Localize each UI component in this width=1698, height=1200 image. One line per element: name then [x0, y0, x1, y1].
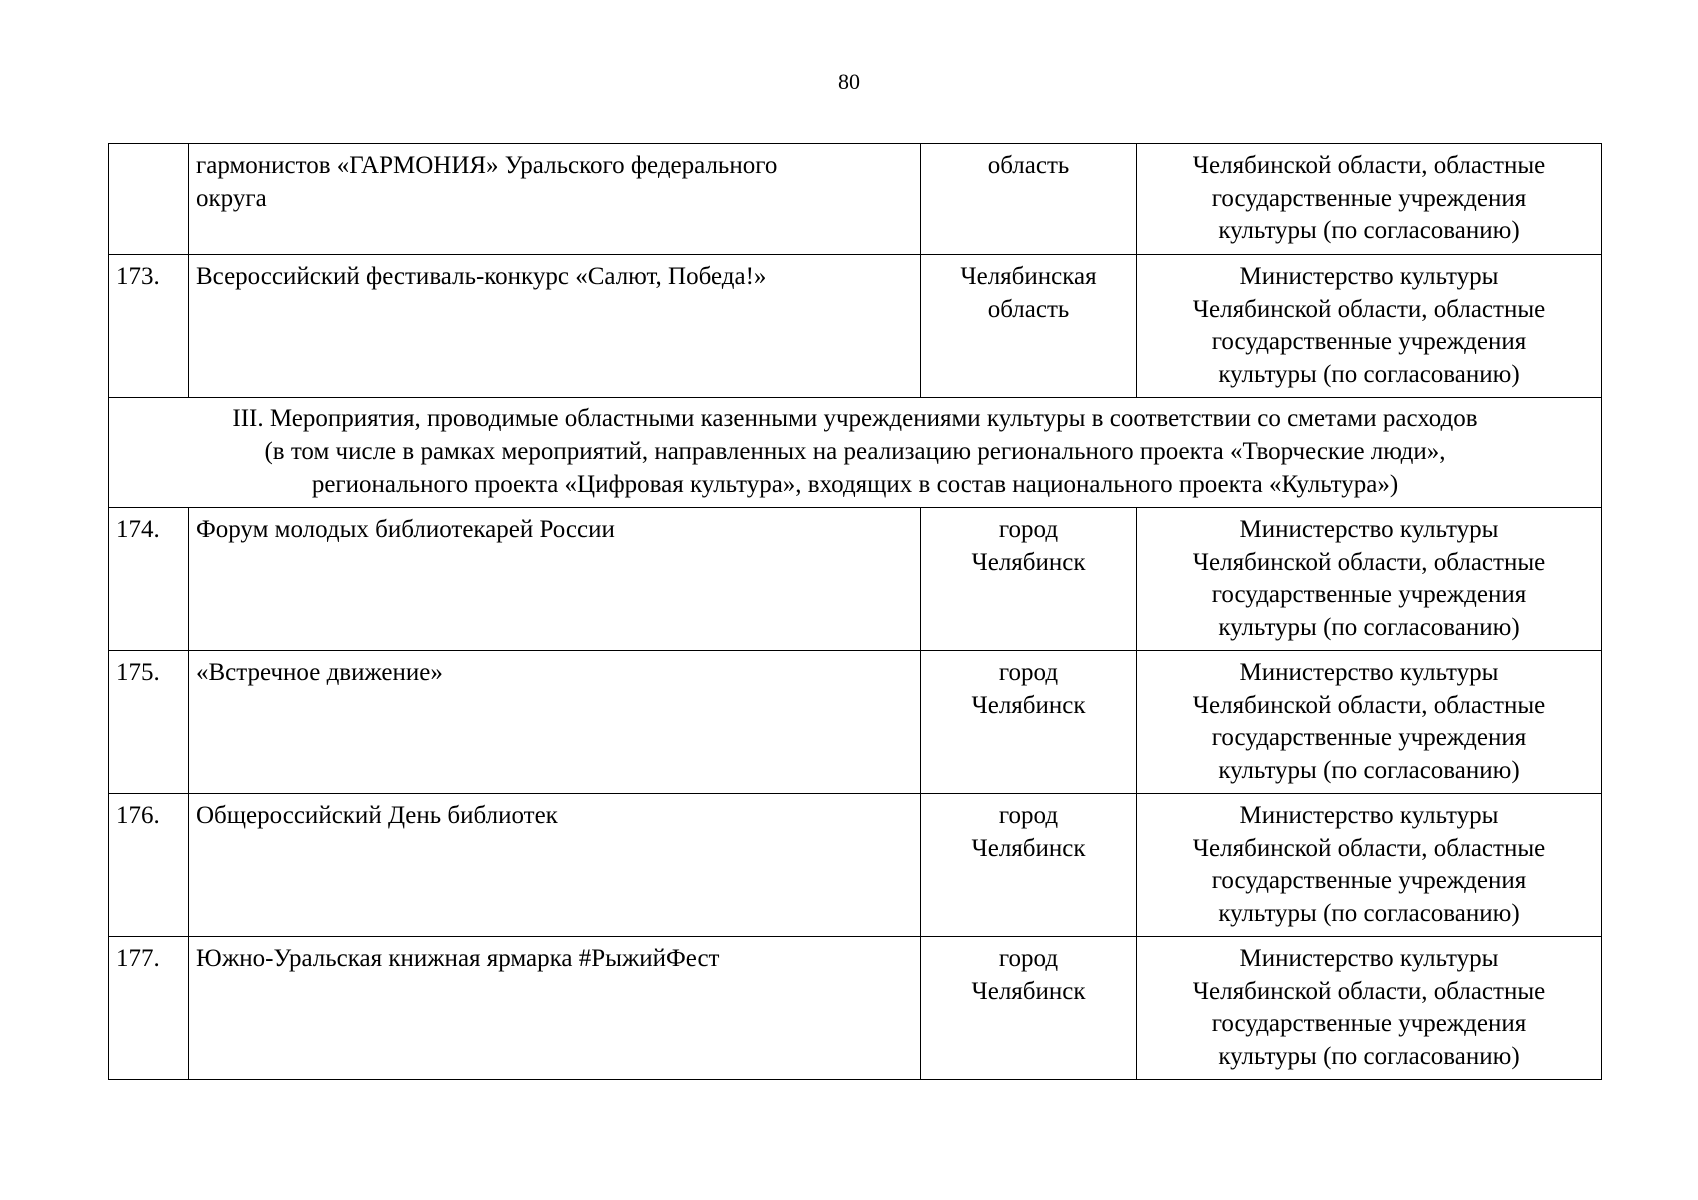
- event-responsible: [1137, 937, 1602, 1080]
- event-place: [921, 651, 1137, 794]
- event-name: [189, 255, 921, 398]
- event-responsible: [1137, 794, 1602, 937]
- row-number: 177.: [109, 937, 189, 1080]
- table-row: [109, 651, 1602, 794]
- responsible-line: культуры (по согласованию): [1218, 757, 1520, 785]
- page-number: 80: [838, 69, 860, 94]
- responsible-line: государственные учреждения: [1211, 328, 1527, 356]
- event-place-line: Челябинск: [971, 977, 1086, 1005]
- event-place-line: область: [987, 295, 1070, 323]
- event-place: [921, 508, 1137, 651]
- table-row: [109, 144, 1602, 255]
- responsible-line: культуры (по согласованию): [1218, 361, 1520, 389]
- row-number: [109, 144, 189, 255]
- responsible-line: Министерство культуры: [1239, 945, 1499, 972]
- responsible-line: государственные учреждения: [1211, 184, 1527, 212]
- responsible-line: государственные учреждения: [1211, 724, 1527, 752]
- event-name-line: округа: [196, 184, 267, 212]
- event-place-line: Челябинск: [971, 834, 1086, 862]
- responsible-line: культуры (по согласованию): [1218, 900, 1520, 928]
- table-row: [109, 794, 1602, 937]
- responsible-line: государственные учреждения: [1211, 1010, 1527, 1038]
- responsible-line: Министерство культуры: [1239, 659, 1499, 686]
- responsible-line: Министерство культуры: [1239, 516, 1499, 543]
- responsible-line: культуры (по согласованию): [1218, 217, 1520, 245]
- event-place-line: Челябинская: [960, 263, 1097, 290]
- event-place-line: город: [998, 659, 1059, 686]
- event-place-line: город: [998, 516, 1059, 543]
- event-name: [189, 651, 921, 794]
- responsible-line: Челябинской области, областные: [1192, 295, 1546, 323]
- event-name: [189, 144, 921, 255]
- responsible-line: культуры (по согласованию): [1218, 1043, 1520, 1071]
- event-name-line: «Встречное движение»: [196, 659, 443, 686]
- row-number: 176.: [109, 794, 189, 937]
- event-name-line: Форум молодых библиотекарей России: [196, 516, 615, 543]
- event-place-line: Челябинск: [971, 691, 1086, 719]
- event-place: [921, 255, 1137, 398]
- responsible-line: Министерство культуры: [1239, 802, 1499, 829]
- responsible-line: Челябинской области, областные: [1192, 977, 1546, 1005]
- event-name: [189, 937, 921, 1080]
- responsible-line: культуры (по согласованию): [1218, 614, 1520, 642]
- table-row: [109, 255, 1602, 398]
- responsible-line: Челябинской области, областные: [1192, 691, 1546, 719]
- event-responsible: [1137, 144, 1602, 255]
- responsible-line: Министерство культуры: [1239, 263, 1499, 290]
- event-responsible: [1137, 651, 1602, 794]
- section-heading-line: (в том числе в рамках мероприятий, направленных на реализацию регионального проекта «Творческие люди»,: [264, 438, 1446, 466]
- events-table: [108, 143, 1602, 1080]
- table-row: [109, 508, 1602, 651]
- responsible-line: государственные учреждения: [1211, 867, 1527, 895]
- row-number: 175.: [109, 651, 189, 794]
- section-heading-line: III. Мероприятия, проводимые областными казенными учреждениями культуры в соответствии со сметами расходов: [232, 405, 1478, 433]
- event-place: [921, 794, 1137, 937]
- event-name-line: Всероссийский фестиваль-конкурс «Салют, Победа!»: [196, 263, 767, 290]
- event-name-line: Общероссийский День библиотек: [196, 802, 558, 829]
- event-name-line: гармонистов «ГАРМОНИЯ» Уральского федерального: [196, 152, 778, 179]
- responsible-line: Челябинской области, областные: [1192, 152, 1546, 179]
- event-name: [189, 794, 921, 937]
- section-heading-line: регионального проекта «Цифровая культура», входящих в состав национального проекта «Культура»): [311, 470, 1399, 498]
- event-place-line: город: [998, 802, 1059, 829]
- responsible-line: государственные учреждения: [1211, 581, 1527, 609]
- responsible-line: Челябинской области, областные: [1192, 548, 1546, 576]
- event-place-line: область: [987, 152, 1070, 179]
- section-header-row: [109, 398, 1602, 508]
- row-number: 173.: [109, 255, 189, 398]
- event-place: [921, 937, 1137, 1080]
- event-name-line: Южно-Уральская книжная ярмарка #РыжийФест: [196, 945, 720, 972]
- table-row: [109, 937, 1602, 1080]
- event-responsible: [1137, 508, 1602, 651]
- responsible-line: Челябинской области, областные: [1192, 834, 1546, 862]
- event-responsible: [1137, 255, 1602, 398]
- event-name: [189, 508, 921, 651]
- section-heading: [109, 398, 1602, 508]
- event-place-line: город: [998, 945, 1059, 972]
- event-place: [921, 144, 1137, 255]
- row-number: 174.: [109, 508, 189, 651]
- event-place-line: Челябинск: [971, 548, 1086, 576]
